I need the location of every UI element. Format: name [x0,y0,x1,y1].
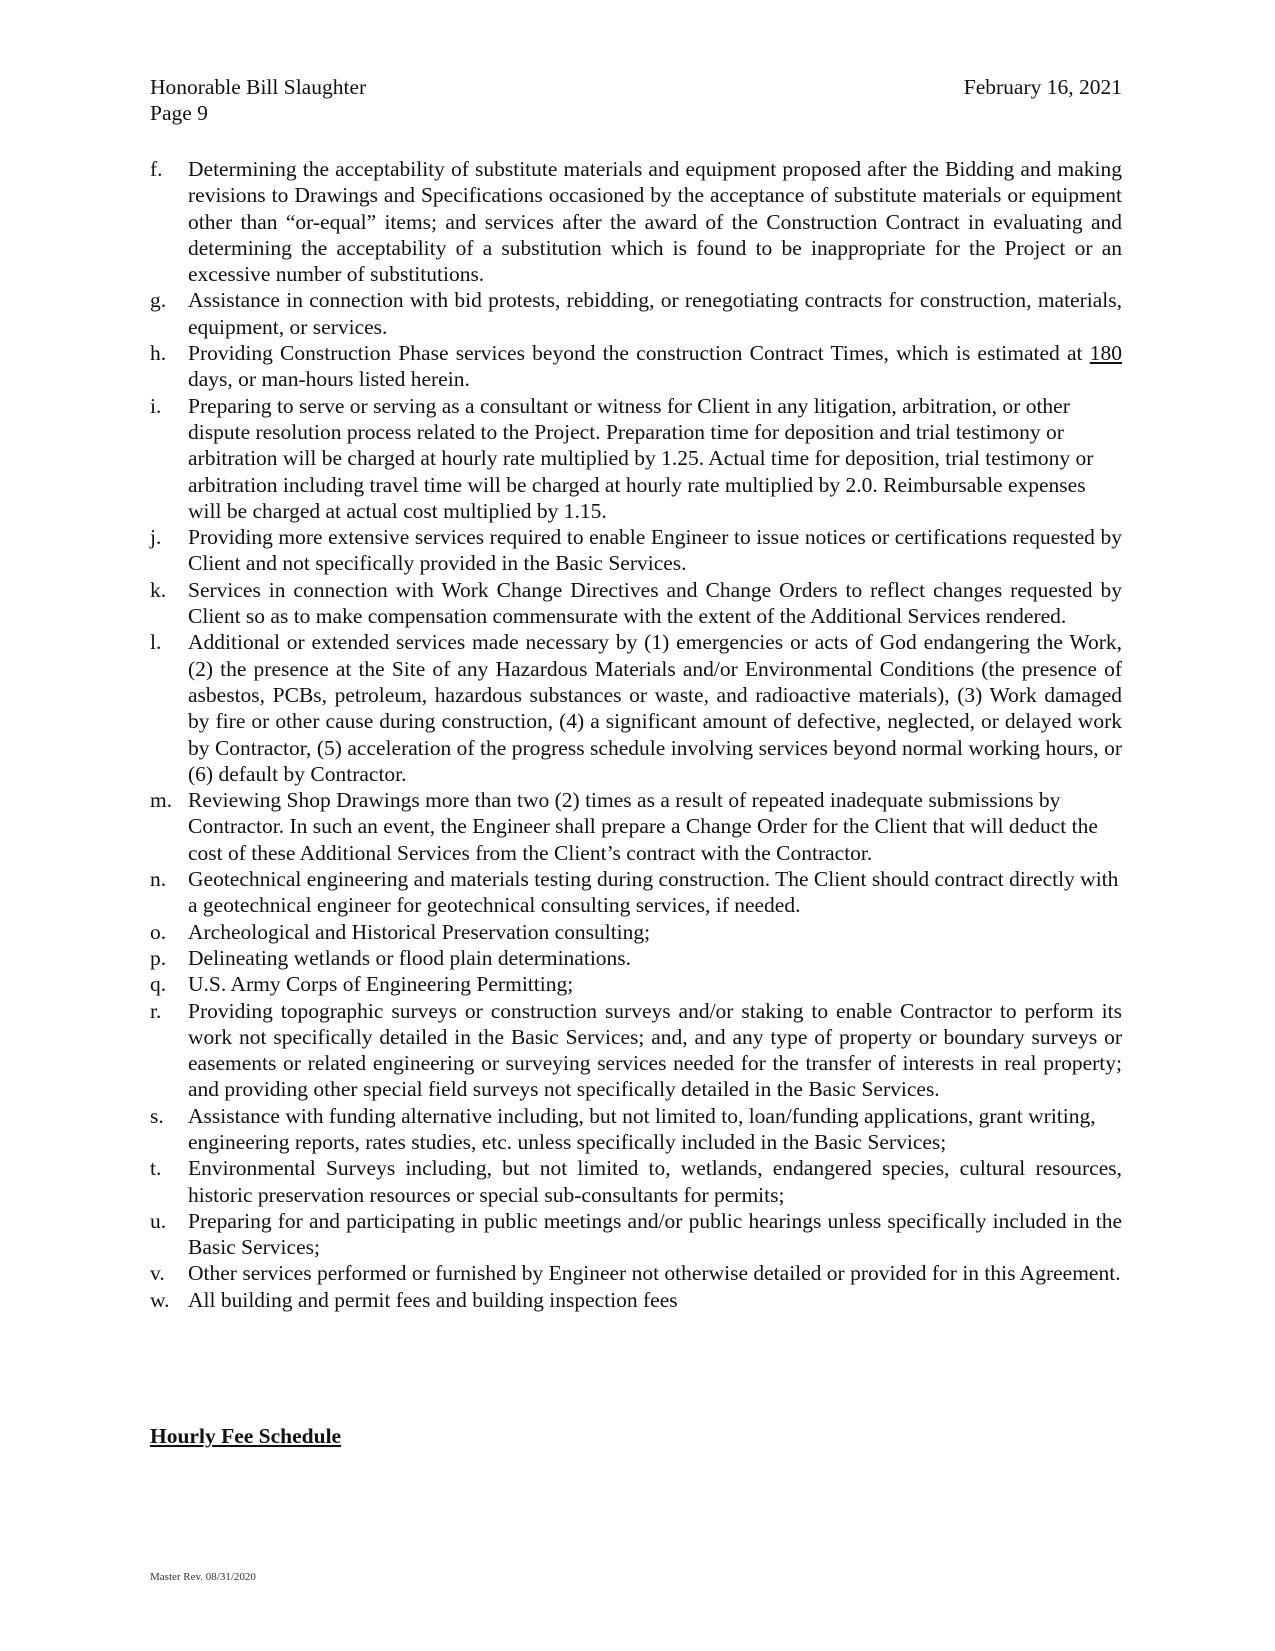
list-item-text: Determining the acceptability of substitute materials and equipment proposed after the Bidding and making revisions to Drawings and Specifications occasioned by the acceptance of substitute materials or equipment other than “or-equal” items; and services after the award of the Construction Contract in evaluating and determining the acceptability of a substitution which is found to be inappropriate for the Project or an excessive number of substitutions. [188,157,1122,287]
list-marker: q. [150,972,167,997]
list-item-p [150,945,1122,971]
list-item-v [150,1260,1122,1286]
list-marker: h. [150,341,167,366]
list-marker: u. [150,1208,167,1233]
revision-footer: Master Rev. 08/31/2020 [150,1571,256,1583]
list-item-text: Delineating wetlands or flood plain determinations. [188,945,632,970]
list-marker: k. [150,577,167,602]
list-item-h [150,340,1122,393]
list-item-text: Other services performed or furnished by Engineer not otherwise detailed or provided for in this Agreement. [188,1261,1121,1286]
section-heading-hourly-fee-schedule: Hourly Fee Schedule [150,1424,342,1448]
list-marker: w. [150,1287,170,1312]
list-item-text: Providing topographic surveys or construction surveys and/or staking to enable Contractor to perform its work not specifically detailed in the Basic Services; and, and any type of property or boundary surveys or easements or related engineering or surveying services needed for the transfer of interests in real property; and providing other special field surveys not specifically detailed in the Basic Services. [188,998,1122,1102]
list-item-n [150,866,1122,919]
letter-header [150,74,1122,126]
list-marker: i. [150,393,162,418]
list-item-text: Preparing to serve or serving as a consultant or witness for Client in any litigation, arbitration, or other dispute resolution process related to the Project. Preparation time for deposition and trial testimony or arbitration will be charged at hourly rate multiplied by 1.25. Actual time for deposition, trial testimony or arbitration including travel time will be charged at hourly rate multiplied by 2.0. Reimbursable expenses will be charged at actual cost multiplied by 1.15. [188,393,1094,523]
list-item-u [150,1208,1122,1261]
list-item-r [150,998,1122,1103]
list-item-text: Geotechnical engineering and materials testing during construction. The Client should contract directly with a geotechnical engineer for geotechnical consulting services, if needed. [188,867,1119,918]
text-segment: Providing Construction Phase services beyond the construction Contract Times, which is estimated at [188,341,1090,366]
list-item-q [150,971,1122,997]
list-marker: l. [150,630,162,655]
list-item-text: Reviewing Shop Drawings more than two (2) times as a result of repeated inadequate submissions by Contractor. In such an event, the Engineer shall prepare a Change Order for the Client that will deduct the cost of these Additional Services from the Client’s contract with the Contractor. [188,788,1098,865]
list-item-s [150,1103,1122,1156]
letter-date: February 16, 2021 [963,75,1122,99]
page-number: Page 9 [150,101,208,125]
list-item-w [150,1287,1122,1313]
list-item-text: Assistance with funding alternative including, but not limited to, loan/funding applications, grant writing, engineering reports, rates studies, etc. unless specifically included in the Basic Services; [188,1103,1096,1154]
list-marker: s. [150,1103,164,1128]
list-item-f [150,156,1122,287]
list-marker: v. [150,1261,165,1286]
list-item-i [150,393,1122,524]
recipient-name: Honorable Bill Slaughter [150,75,367,99]
list-item-text: Services in connection with Work Change Directives and Change Orders to reflect changes requested by Client so as to make compensation commensurate with the extent of the Additional Services rendered. [188,577,1122,629]
list-item-m [150,787,1122,866]
list-item-text: Additional or extended services made necessary by (1) emergencies or acts of God endangering the Work, (2) the presence at the Site of any Hazardous Materials and/or Environmental Conditions (the presence of asbestos, PCBs, petroleum, hazardous substances or waste, and radioactive materials), (3) Work damaged by fire or other cause during construction, (4) a significant amount of defective, neglected, or delayed work by Contractor, (5) acceleration of the progress schedule involving services beyond normal working hours, or (6) default by Contractor. [188,630,1122,786]
underlined-days-value: 180 [1089,341,1122,366]
list-item-text [188,340,1122,393]
list-item-text: Providing more extensive services required to enable Engineer to issue notices or certifications requested by Client and not specifically provided in the Basic Services. [188,525,1122,576]
list-item-text: Environmental Surveys including, but not limited to, wetlands, endangered species, cultural resources, historic preservation resources or special sub-consultants for permits; [188,1156,1122,1207]
list-marker: g. [150,288,167,313]
list-item-t [150,1155,1122,1208]
list-marker: m. [150,788,173,813]
list-marker: n. [150,867,167,892]
list-item-text: Assistance in connection with bid protests, rebidding, or renegotiating contracts for construction, materials, equipment, or services. [188,288,1122,339]
list-item-text: Archeological and Historical Preservation consulting; [188,919,651,944]
list-item-k [150,577,1122,630]
list-marker: r. [150,998,162,1023]
list-marker: p. [150,945,167,970]
header-row [150,74,1122,100]
list-item-g [150,287,1122,340]
list-item-text: All building and permit fees and building inspection fees [188,1287,678,1312]
additional-services-list [150,156,1122,1313]
text-segment: days, or man-hours listed herein. [188,367,470,392]
list-item-text: U.S. Army Corps of Engineering Permitting; [188,972,574,997]
list-item-text: Preparing for and participating in public meetings and/or public hearings unless specifically included in the Basic Services; [188,1208,1122,1260]
list-marker: t. [150,1156,162,1181]
list-item-j [150,524,1122,577]
list-marker: j. [150,525,162,550]
list-marker: f. [150,157,163,181]
list-item-o [150,919,1122,945]
list-item-l [150,629,1122,787]
list-marker: o. [150,919,167,944]
